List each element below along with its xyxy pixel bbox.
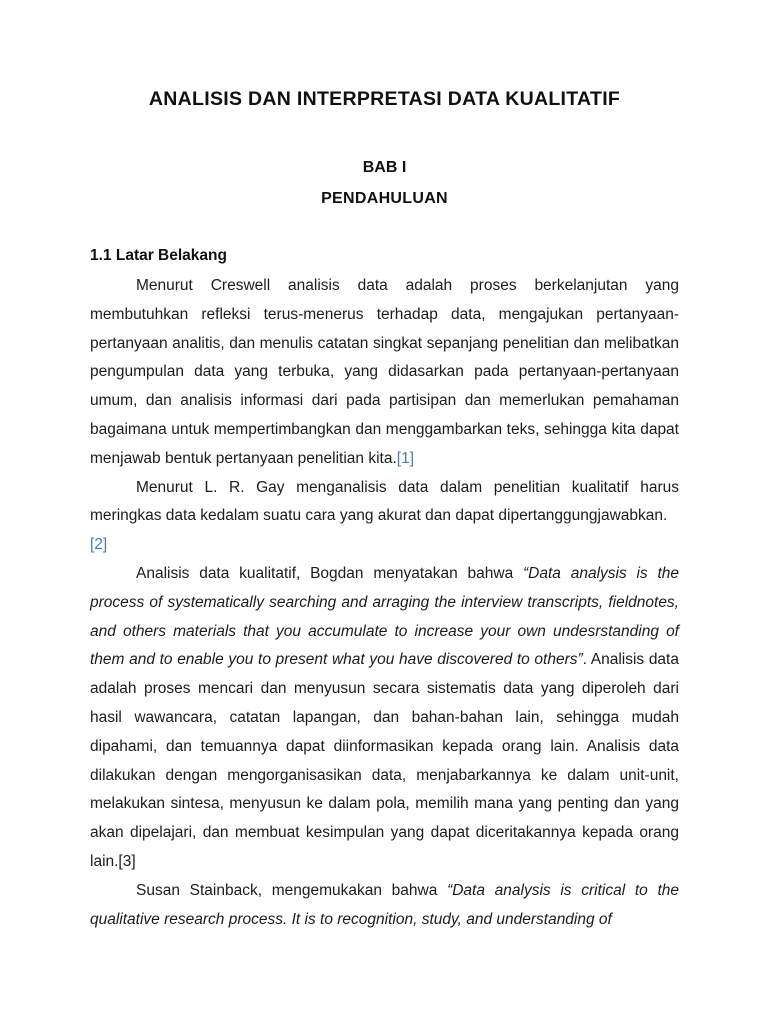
text-run: “Data analysis is critical to the qualitative research process. It is to recognition, study, and understanding of (90, 881, 680, 928)
text-run: Menurut Creswell analisis data adalah proses berkelanjutan yang membutuhkan refleksi terus-menerus terhadap data, mengajukan pertanyaan-pertanyaan analitis, dan menulis catatan singkat sepanjang penelitian dan melibatkan pengumpulan data yang terbuka, yang didasarkan pada pertanyaan-pertanyaan umum, dan analisis informasi dari pada partisipan dan memerlukan pemahaman bagaimana untuk mempertimbangkan dan menggambarkan teks, sehingga kita dapat menjawab bentuk pertanyaan penelitian kita. (90, 277, 679, 467)
paragraph (90, 560, 679, 877)
paragraph (90, 272, 679, 474)
paragraph (90, 474, 679, 560)
citation-ref[interactable]: [2] (90, 536, 108, 554)
chapter-subheading: PENDAHULUAN (321, 190, 448, 207)
text-run: Menurut L. R. Gay menganalisis data dalam penelitian kualitatif harus meringkas data kedalam suatu cara yang akurat dan dapat dipertanggungjawabkan. (90, 478, 679, 525)
document-title: ANALISIS DAN INTERPRETASI DATA KUALITATIF (148, 88, 621, 110)
text-run: Susan Stainback, mengemukakan bahwa (136, 881, 448, 899)
citation-ref[interactable]: [1] (396, 449, 414, 467)
text-run: . Analisis data adalah proses mencari dan menyusun secara sistematis data yang diperoleh dari hasil wawancara, catatan lapangan, dan bahan-bahan lain, sehingga mudah dipahami, dan temuannya dapat diinformasikan kepada orang lain. Analisis data dilakukan dengan mengorganisasikan data, menjabarkannya ke dalam unit-unit, melakukan sintesa, menyusun ke dalam pola, memilih mana yang penting dan yang akan dipelajari, dan membuat kesimpulan yang dapat diceritakannya kepada orang lain.[3] (90, 651, 679, 870)
paragraph (90, 877, 679, 935)
text-run: Analisis data kualitatif, Bogdan menyatakan bahwa (136, 564, 524, 582)
section-heading: 1.1 Latar Belakang (90, 247, 227, 264)
chapter-heading: BAB I (362, 159, 407, 176)
paragraphs (90, 272, 679, 934)
text-run: “Data analysis is the process of systematically searching and arraging the interview transcripts, fieldnotes, and others materials that you accumulate to increase your own undesrstanding of them and to enable you to present what you have discovered to others” (90, 564, 680, 669)
